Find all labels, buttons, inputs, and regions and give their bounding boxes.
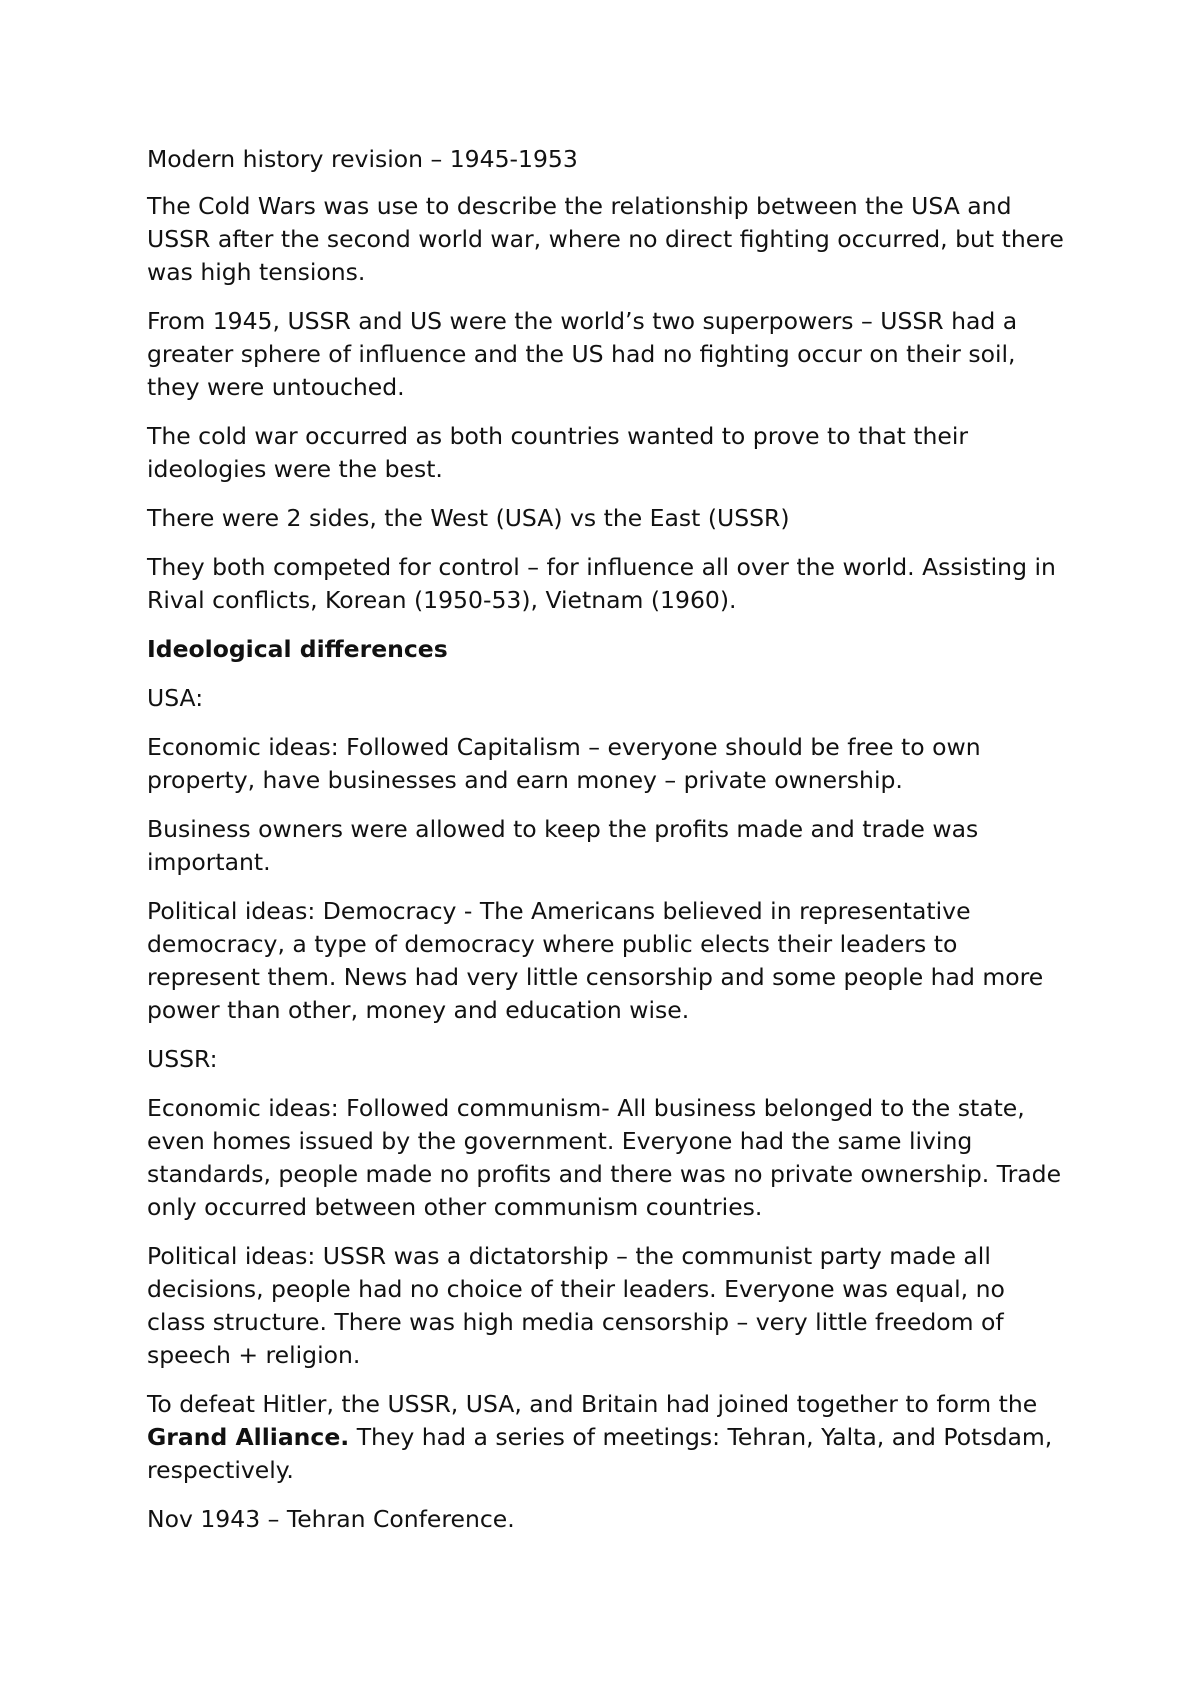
- document-body: [147, 143, 1067, 1552]
- paragraph-ussr-political: Political ideas: USSR was a dictatorship – the communist party made all decisions, people had no choice of their leaders. Everyone was equal, no class structure. There was high media censorship – very little freedom of speech + religion.: [147, 1242, 1005, 1369]
- paragraph-grand-alliance: [147, 1388, 1067, 1487]
- paragraph-ussr-economic: Economic ideas: Followed communism- All business belonged to the state, even homes issued by the government. Everyone had the same living standards, people made no profits and there was no private ownership. Trade only occurred between other communism countries.: [147, 1094, 1062, 1221]
- paragraph-usa-economic: Economic ideas: Followed Capitalism – everyone should be free to own property, have businesses and earn money – private ownership.: [147, 733, 981, 794]
- paragraph-usa-business: Business owners were allowed to keep the profits made and trade was important.: [147, 815, 979, 876]
- paragraph-tehran-conference: Nov 1943 – Tehran Conference.: [147, 1505, 515, 1533]
- alliance-text-after: They had a series of meetings: Tehran, Yalta, and Potsdam, respectively.: [147, 1423, 1053, 1484]
- heading-ideological-differences: Ideological differences: [147, 635, 448, 663]
- paragraph-competition: They both competed for control – for influence all over the world. Assisting in Rival conflicts, Korean (1950-53), Vietnam (1960).: [147, 553, 1056, 614]
- label-ussr: USSR:: [147, 1045, 218, 1073]
- paragraph-superpowers: From 1945, USSR and US were the world’s two superpowers – USSR had a greater sphere of influence and the US had no fighting occur on their soil, they were untouched.: [147, 307, 1018, 401]
- grand-alliance-term: Grand Alliance.: [147, 1423, 350, 1451]
- paragraph-two-sides: There were 2 sides, the West (USA) vs the East (USSR): [147, 504, 790, 532]
- paragraph-usa-political: Political ideas: Democracy - The Americans believed in representative democracy, a type of democracy where public elects their leaders to represent them. News had very little censorship and some people had more power than other, money and education wise.: [147, 897, 1044, 1024]
- paragraph-cold-war-definition: The Cold Wars was use to describe the relationship between the USA and USSR after the second world war, where no direct fighting occurred, but there was high tensions.: [147, 192, 1064, 286]
- alliance-text-before: To defeat Hitler, the USSR, USA, and Britain had joined together to form the: [147, 1390, 1038, 1418]
- label-usa: USA:: [147, 684, 204, 712]
- paragraph-cold-war-cause: The cold war occurred as both countries wanted to prove to that their ideologies were the best.: [147, 422, 969, 483]
- document-title: Modern history revision – 1945-1953: [147, 145, 578, 173]
